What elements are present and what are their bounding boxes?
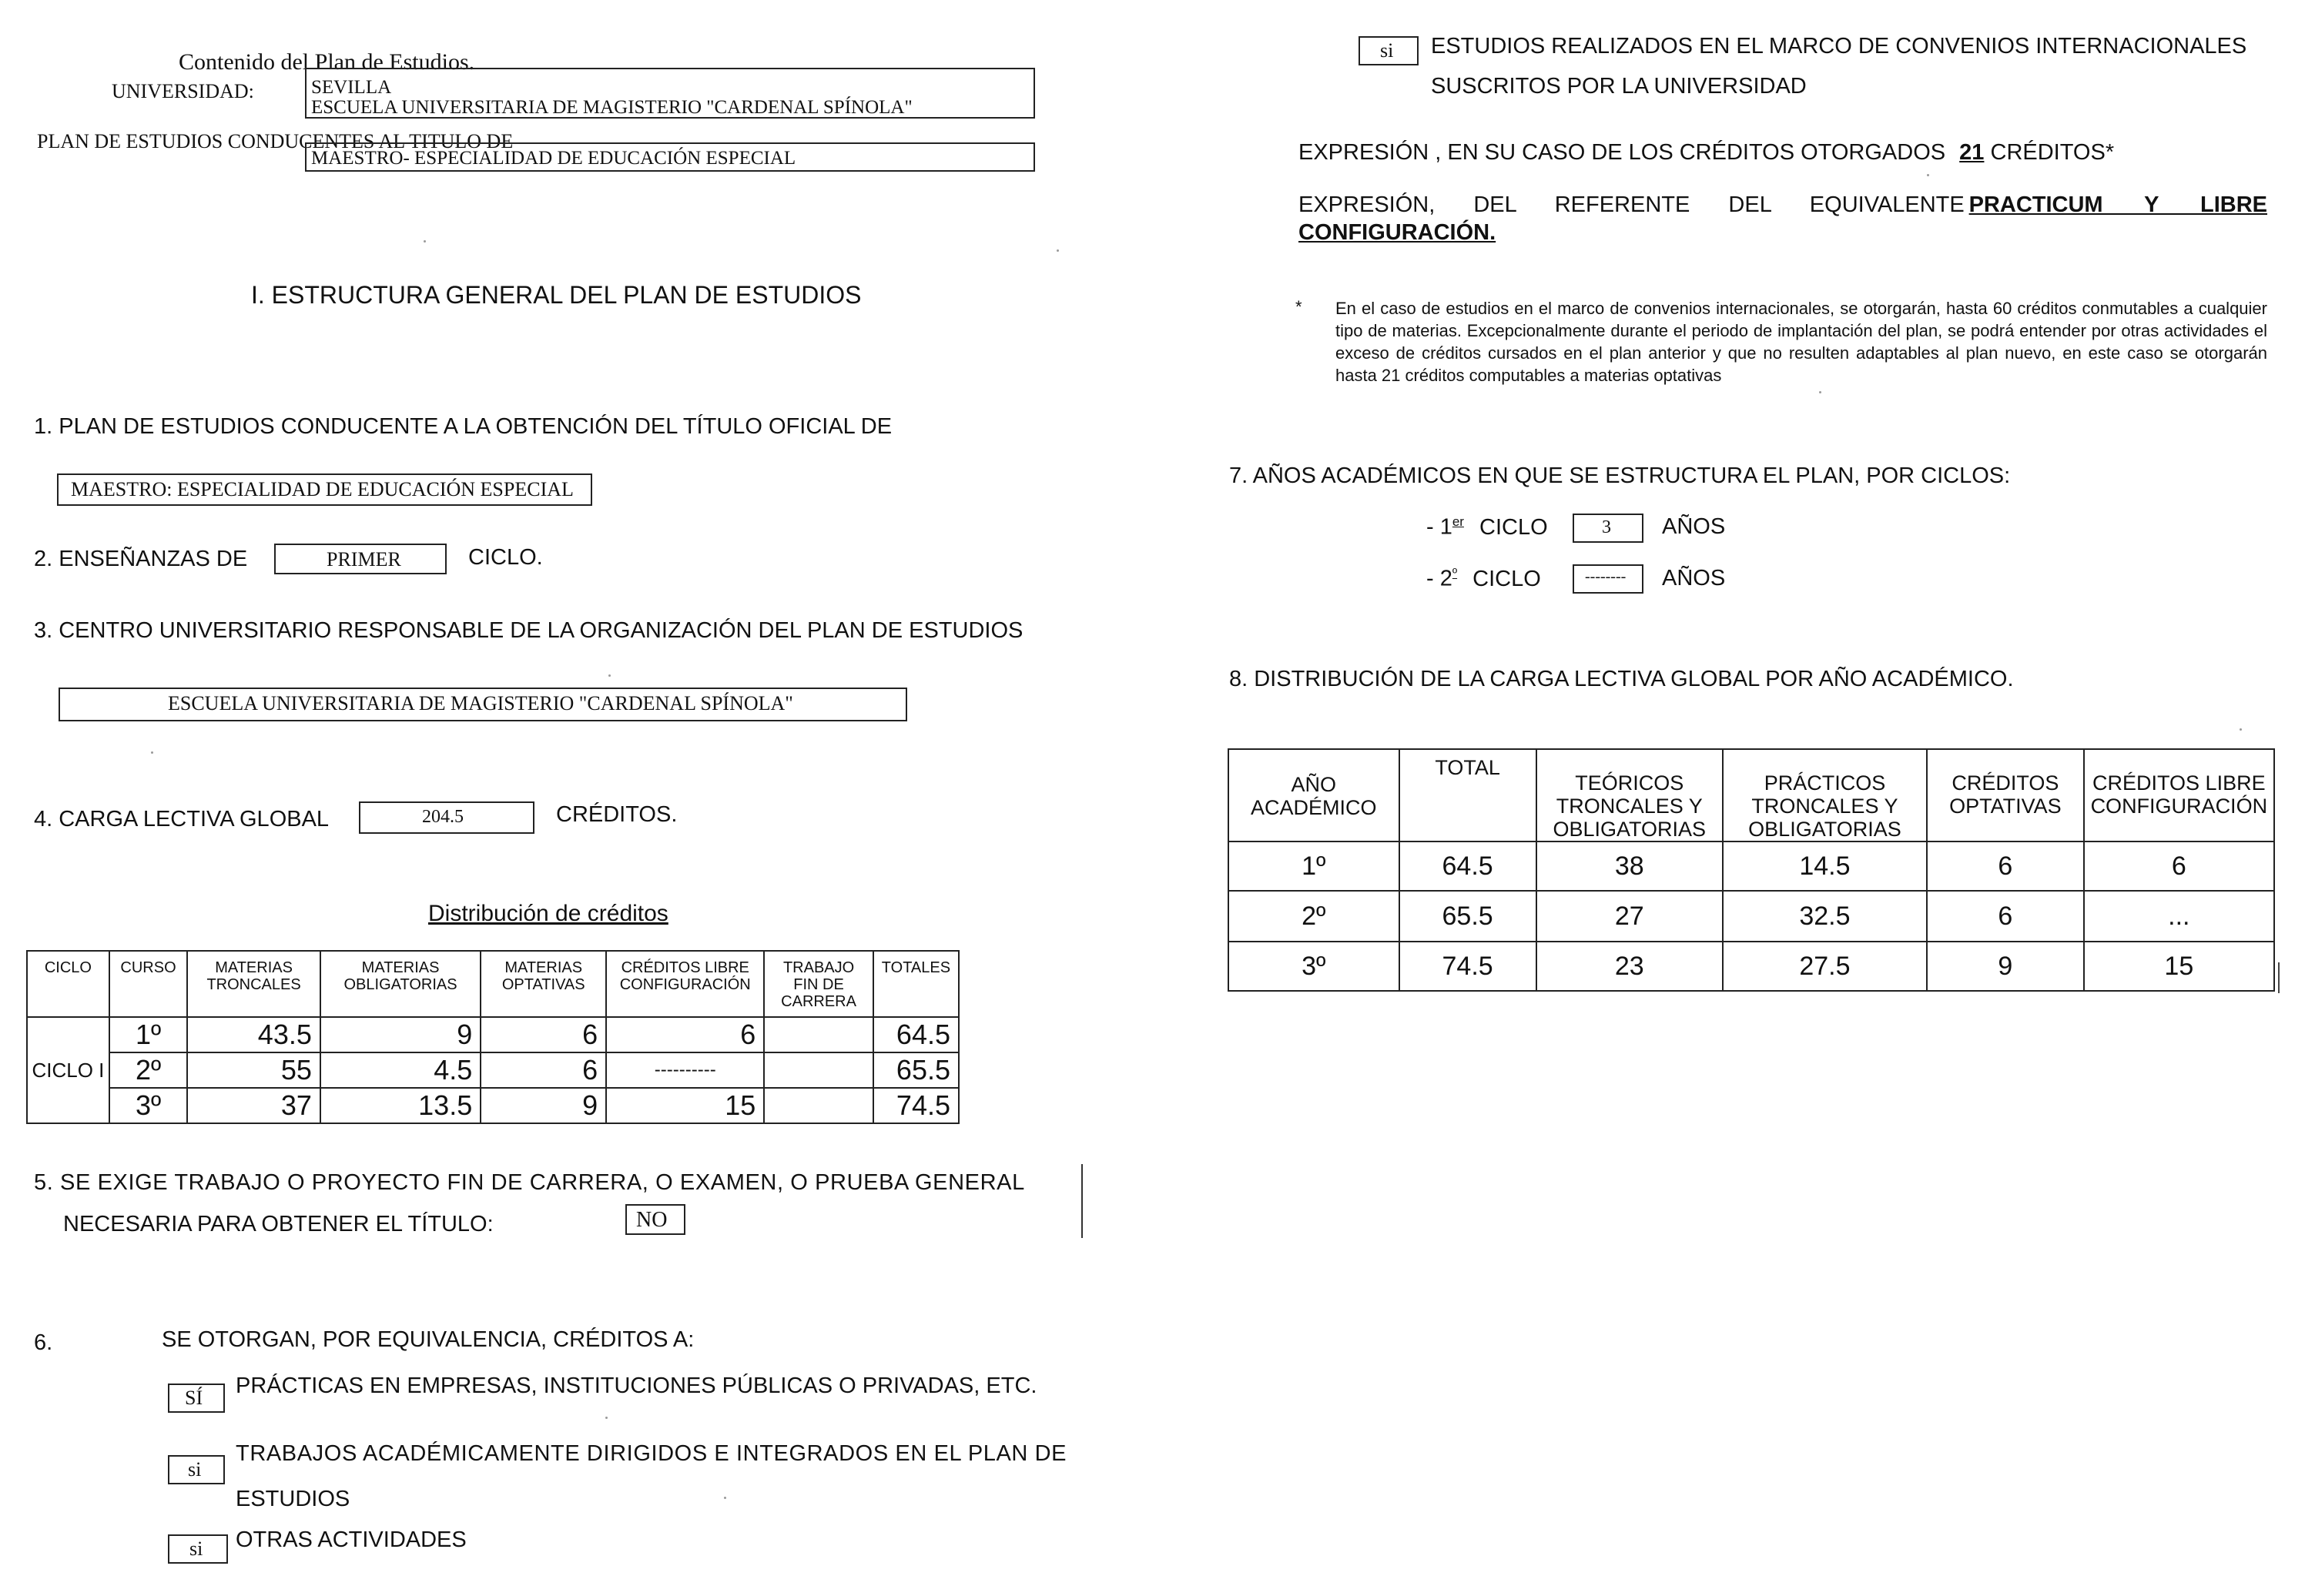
option-mark: si — [189, 1537, 203, 1560]
ciclo-cell: CICLO I — [27, 1017, 109, 1123]
school-name: ESCUELA UNIVERSITARIA DE MAGISTERIO "CARDENAL SPÍNOLA" — [311, 97, 913, 118]
item7-text: 7. AÑOS ACADÉMICOS EN QUE SE ESTRUCTURA EL PLAN, POR CICLOS: — [1229, 463, 2011, 488]
col-header-totales: TOTALES — [873, 951, 959, 1017]
col-header-optativas: MATERIAS OPTATIVAS — [481, 951, 606, 1017]
optativas-cell: 9 — [481, 1088, 606, 1123]
ciclo2-anos: AÑOS — [1662, 566, 1726, 591]
scan-speck — [605, 1417, 608, 1419]
option-text: TRABAJOS ACADÉMICAMENTE DIRIGIDOS E INTEGRADOS EN EL PLAN DE — [236, 1441, 1067, 1466]
total-cell: 65.5 — [1399, 891, 1536, 942]
curso-cell: 2º — [109, 1052, 187, 1088]
libre-cell: ---------- — [606, 1052, 764, 1088]
item5-value: NO — [636, 1208, 668, 1232]
ciclo1-word: CICLO — [1479, 514, 1548, 540]
ciclo1-sup: er — [1452, 514, 1464, 529]
ano-cell: 3º — [1228, 942, 1399, 991]
option-text: PRÁCTICAS EN EMPRESAS, INSTITUCIONES PÚBLICAS O PRIVADAS, ETC. — [236, 1373, 1037, 1398]
ano-cell: 1º — [1228, 841, 1399, 891]
col-header-teoricos: TEÓRICOS TRONCALES Y OBLIGATORIAS — [1536, 749, 1723, 841]
col-header-troncales: MATERIAS TRONCALES — [187, 951, 320, 1017]
expresion-creditos-value: 21 — [1959, 140, 1985, 165]
expresion-creditos-suffix: CRÉDITOS* — [1990, 140, 2115, 165]
libre-cell: ... — [2084, 891, 2274, 942]
total-cell: 64.5 — [873, 1017, 959, 1052]
item5-line1: 5. SE EXIGE TRABAJO O PROYECTO FIN DE CARRERA, O EXAMEN, O PRUEBA GENERAL — [34, 1170, 1025, 1195]
expresion-referente-text: EXPRESIÓN, DEL REFERENTE DEL EQUIVALENTE — [1298, 192, 1965, 217]
teoricos-cell: 38 — [1536, 841, 1723, 891]
curso-cell: 1º — [109, 1017, 187, 1052]
table-row — [1228, 942, 2274, 991]
optativas-cell: 6 — [481, 1052, 606, 1088]
convenios-line2: SUSCRITOS POR LA UNIVERSIDAD — [1431, 74, 1807, 99]
col-header-optativas: CRÉDITOS OPTATIVAS — [1927, 749, 2084, 841]
item5-line2: NECESARIA PARA OBTENER EL TÍTULO: — [63, 1212, 494, 1236]
option-text: OTRAS ACTIVIDADES — [236, 1527, 467, 1552]
col-header-obligatorias: MATERIAS OBLIGATORIAS — [320, 951, 481, 1017]
scan-speck — [608, 674, 611, 677]
plan-label: PLAN DE ESTUDIOS CONDUCENTES AL TITULO DE — [37, 130, 514, 152]
col-header-libre: CRÉDITOS LIBRE CONFIGURACIÓN — [606, 951, 764, 1017]
carga-table — [1228, 748, 2275, 992]
curso-cell: 3º — [109, 1088, 187, 1123]
optativas-cell: 9 — [1927, 942, 2084, 991]
trabajo-cell — [764, 1017, 873, 1052]
ciclo1-number: - 1 — [1426, 514, 1452, 540]
ciclo1-anos: AÑOS — [1662, 514, 1726, 539]
ciclo1-value: 3 — [1602, 517, 1611, 537]
section-title: I. ESTRUCTURA GENERAL DEL PLAN DE ESTUDIOS — [251, 281, 862, 309]
troncales-cell: 43.5 — [187, 1017, 320, 1052]
troncales-cell: 55 — [187, 1052, 320, 1088]
optativas-cell: 6 — [1927, 891, 2084, 942]
scan-speck — [2240, 728, 2242, 731]
distribution-header-row — [27, 951, 959, 1017]
col-header-ciclo: CICLO — [27, 951, 109, 1017]
obligatorias-cell: 13.5 — [320, 1088, 481, 1123]
distribution-table — [26, 950, 960, 1124]
item1-value: MAESTRO: ESPECIALIDAD DE EDUCACIÓN ESPECIAL — [71, 478, 574, 500]
col-header-trabajo: TRABAJO FIN DE CARRERA — [764, 951, 873, 1017]
total-cell: 74.5 — [1399, 942, 1536, 991]
plan-value: MAESTRO- ESPECIALIDAD DE EDUCACIÓN ESPECIAL — [311, 148, 796, 169]
col-header-total: TOTAL — [1399, 749, 1536, 841]
practicos-cell: 32.5 — [1723, 891, 1927, 942]
troncales-cell: 37 — [187, 1088, 320, 1123]
teoricos-cell: 27 — [1536, 891, 1723, 942]
ano-cell: 2º — [1228, 891, 1399, 942]
practicos-cell: 14.5 — [1723, 841, 1927, 891]
option-text-continued: ESTUDIOS — [236, 1487, 350, 1511]
item2-value: PRIMER — [327, 548, 401, 570]
col-header-libre: CRÉDITOS LIBRE CONFIGURACIÓN — [2084, 749, 2274, 841]
expresion-referente — [1298, 192, 2267, 218]
total-cell: 64.5 — [1399, 841, 1536, 891]
teoricos-cell: 23 — [1536, 942, 1723, 991]
convenios-line1: ESTUDIOS REALIZADOS EN EL MARCO DE CONVENIOS INTERNACIONALES — [1431, 34, 2247, 59]
footnote-bullet: * — [1295, 297, 1302, 316]
item4-suffix: CRÉDITOS. — [556, 802, 678, 827]
ciclo2-sup: º — [1452, 566, 1458, 581]
libre-cell: 6 — [606, 1017, 764, 1052]
total-cell: 65.5 — [873, 1052, 959, 1088]
item1-text: 1. PLAN DE ESTUDIOS CONDUCENTE A LA OBTENCIÓN DEL TÍTULO OFICIAL DE — [34, 414, 893, 439]
margin-mark — [2278, 962, 2280, 993]
item8-text: 8. DISTRIBUCIÓN DE LA CARGA LECTIVA GLOBAL POR AÑO ACADÉMICO. — [1229, 667, 2014, 691]
margin-line — [1081, 1164, 1083, 1238]
col-header-practicos: PRÁCTICOS TRONCALES Y OBLIGATORIAS — [1723, 749, 1927, 841]
expresion-referente-value-continued: CONFIGURACIÓN. — [1298, 220, 1496, 245]
table-row — [27, 1088, 959, 1123]
item6-text: SE OTORGAN, POR EQUIVALENCIA, CRÉDITOS A: — [162, 1327, 695, 1352]
carga-header-row — [1228, 749, 2274, 841]
scan-speck — [151, 751, 153, 754]
table-row — [27, 1052, 959, 1088]
table-row — [27, 1017, 959, 1052]
expresion-referente-value: PRACTICUM Y LIBRE — [1968, 192, 2267, 217]
convenios-mark: si — [1380, 39, 1394, 62]
item6-number: 6. — [34, 1330, 53, 1355]
ciclo2-word: CICLO — [1472, 566, 1541, 591]
practicos-cell: 27.5 — [1723, 942, 1927, 991]
ciclo2-value: -------- — [1585, 568, 1627, 585]
option-mark: SÍ — [185, 1387, 203, 1409]
university-name: SEVILLA — [311, 77, 392, 98]
table-row — [1228, 891, 2274, 942]
optativas-cell: 6 — [1927, 841, 2084, 891]
libre-cell: 15 — [606, 1088, 764, 1123]
total-cell: 74.5 — [873, 1088, 959, 1123]
libre-cell: 15 — [2084, 942, 2274, 991]
scan-speck — [1819, 391, 1821, 393]
item4-value: 204.5 — [422, 807, 464, 827]
ciclo1-label — [1426, 514, 1548, 540]
distribution-title: Distribución de créditos — [428, 901, 668, 926]
trabajo-cell — [764, 1088, 873, 1123]
university-label: UNIVERSIDAD: — [112, 80, 254, 102]
table-row — [1228, 841, 2274, 891]
document-heading: Contenido del Plan de Estudios. — [179, 49, 475, 75]
ciclo2-label — [1426, 566, 1541, 592]
scan-speck — [424, 240, 426, 243]
obligatorias-cell: 4.5 — [320, 1052, 481, 1088]
option-mark: si — [188, 1458, 202, 1481]
expresion-creditos-prefix: EXPRESIÓN , EN SU CASO DE LOS CRÉDITOS OTORGADOS — [1298, 140, 1946, 165]
col-header-ano: AÑO ACADÉMICO — [1228, 749, 1399, 841]
item4-prefix: 4. CARGA LECTIVA GLOBAL — [34, 807, 330, 831]
item3-text: 3. CENTRO UNIVERSITARIO RESPONSABLE DE LA ORGANIZACIÓN DEL PLAN DE ESTUDIOS — [34, 618, 1024, 643]
item2-suffix: CICLO. — [468, 545, 543, 570]
trabajo-cell — [764, 1052, 873, 1088]
expresion-creditos — [1298, 140, 2114, 166]
ciclo2-number: - 2 — [1426, 566, 1452, 591]
col-header-curso: CURSO — [109, 951, 187, 1017]
item2-prefix: 2. ENSEÑANZAS DE — [34, 547, 248, 571]
scan-speck — [724, 1497, 726, 1499]
scan-speck — [1057, 249, 1059, 252]
scan-speck — [1927, 174, 1929, 176]
optativas-cell: 6 — [481, 1017, 606, 1052]
item3-value: ESCUELA UNIVERSITARIA DE MAGISTERIO "CARDENAL SPÍNOLA" — [168, 692, 793, 714]
footnote-text: En el caso de estudios en el marco de convenios internacionales, se otorgarán, hasta 60 créditos conmutables a cualquier tipo de materias. Excepcionalmente durante el periodo de implantación del plan, se podrá entender por otras actividades el exceso de créditos cursados en el plan anterior y que no resulten adaptables al plan nuevo, en este caso se otorgarán hasta 21 créditos computables a materias optativas — [1335, 299, 2267, 385]
libre-cell: 6 — [2084, 841, 2274, 891]
obligatorias-cell: 9 — [320, 1017, 481, 1052]
